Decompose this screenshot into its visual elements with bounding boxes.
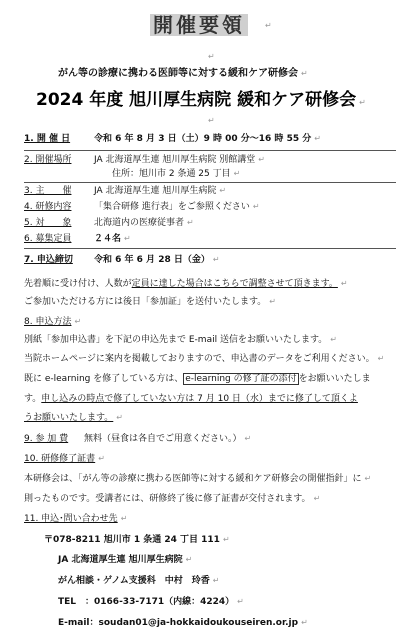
capacity-value: ２４名 ↵ <box>94 234 131 244</box>
host-label: 3. 主 催 <box>24 186 72 196</box>
target-value: 北海道内の医療従事者 ↵ <box>94 218 194 228</box>
certificate-line-1: 本研修会は、「がん等の診療に携わる医師等に対する緩和ケア研修会の開催指針」に ↵ <box>24 474 372 484</box>
date-value: 令和 6 年 8 月 3 日（土）9 時 00 分～16 時 55 分 ↵ <box>94 134 321 144</box>
content-label: 4. 研修内容 <box>24 202 72 212</box>
deadline-note-line-2: ご参加いただける方には後日「参加証」を送付いたします。 ↵ <box>24 297 276 307</box>
capacity-label: 6. 募集定員 <box>24 234 72 244</box>
document-title: 開催要領 <box>150 14 248 36</box>
contact-tel: TEL ：0166-33-7171（内線：4224） ↵ <box>58 597 244 607</box>
deadline-label: 7. 申込締切 <box>24 255 73 265</box>
contact-organization: JA 北海道厚生連 旭川厚生病院 ↵ <box>58 555 193 565</box>
apply-line-1: 別紙「参加申込書」を下記の申込先まで E-mail 送信をお願いいたします。 ↵ <box>24 335 337 345</box>
fee-label: 9. 参 加 費 <box>24 434 69 444</box>
return-mark: ↵ <box>208 116 215 125</box>
target-label: 5. 対 象 <box>24 218 72 228</box>
return-mark: ↵ <box>208 52 215 61</box>
date-label: 1. 開 催 日 <box>24 134 71 144</box>
fee-value: 無料（昼食は各自でご用意ください。） ↵ <box>84 434 252 444</box>
apply-line-2: 当院ホームページに案内を掲載しておりますので、申込書のデータをご利用ください。 ↵ <box>24 354 385 364</box>
contact-label: 11. 申込･問い合わせ先 ↵ <box>24 514 128 524</box>
document-subtitle: がん等の診療に携わる医師等に対する緩和ケア研修会 ↵ <box>58 68 308 79</box>
divider <box>24 182 396 183</box>
apply-line-4: す。申し込みの時点で修了していない方は 7 月 10 日（水）までに修了して頂くよ <box>24 394 358 404</box>
venue-label: 2. 開催場所 <box>24 155 72 165</box>
contact-postal: 〒078-8211 旭川市 1 条通 24 丁目 111 ↵ <box>44 535 230 545</box>
deadline-note-line-1: 先着順に受け付け、人数が定員に達した場合はこちらで調整させて頂きます。 ↵ <box>24 279 348 289</box>
certificate-label: 10. 研修修了証書 ↵ <box>24 454 105 464</box>
apply-line-5: うお願いいたします。 ↵ <box>24 413 123 423</box>
apply-line-3: 既に e-learning を修了している方は、 e-learning の修了証の添付 をお願いいたしま <box>24 374 371 384</box>
venue-address: 住所：旭川市 2 条通 25 丁目 ↵ <box>112 169 241 179</box>
contact-email[interactable]: E-mail：soudan01@ja-hokkaidoukouseiren.or.jp ↵ <box>58 618 308 628</box>
divider <box>24 248 396 249</box>
host-value: JA 北海道厚生連 旭川厚生病院 ↵ <box>94 186 227 196</box>
venue-value: JA 北海道厚生連 旭川厚生病院 別館講堂 ↵ <box>94 155 265 165</box>
return-mark: ↵ <box>265 21 272 30</box>
elearning-certificate-box: e-learning の修了証の添付 <box>185 374 297 384</box>
certificate-line-2: 則ったものです。受講者には、研修終了後に修了証書が交付されます。 ↵ <box>24 494 321 504</box>
content-value: 「集合研修 進行表」をご参照ください ↵ <box>94 202 260 212</box>
main-title: 2024 年度 旭川厚生病院 緩和ケア研修会 ↵ <box>36 90 366 110</box>
contact-person: がん相談・ゲノム支援科 中村 玲香 ↵ <box>58 576 220 586</box>
apply-label: 8. 申込方法 ↵ <box>24 317 82 327</box>
deadline-value: 令和 6 年 6 月 28 日（金） ↵ <box>94 255 220 265</box>
divider <box>24 150 396 151</box>
